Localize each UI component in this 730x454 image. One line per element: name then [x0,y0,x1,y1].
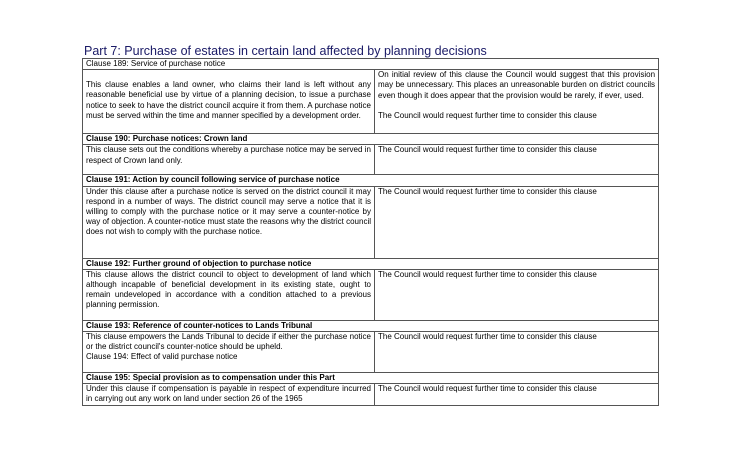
council-response: On initial review of this clause the Council would suggest that this provision may be unnecessary. This places an unreasonable burden on district councils even though it does appear that the provision would be rarely, if ever, used. [378,70,656,100]
clause-heading: Clause 195: Special provision as to compensation under this Part [83,373,659,384]
table-row [83,59,659,70]
council-response: The Council would request further time to consider this clause [378,145,597,155]
council-response-cell [375,384,659,406]
council-response-cell [375,186,659,258]
clause-summary-cell [83,269,375,320]
clause-heading: Clause 192: Further ground of objection to purchase notice [83,258,659,269]
clause-summary: This clause allows the district council to object to development of land which although incapable of beneficial development in its existing state, ought to remain undeveloped in accordance with a condition attached to a previous planning permission. [86,269,371,310]
clause-summary: Clause 194: Effect of valid purchase notice [86,352,238,362]
clause-heading: Clause 190: Purchase notices: Crown land [83,134,659,145]
table-row [83,186,659,258]
council-response: The Council would request further time to consider this clause [378,332,597,342]
clause-heading: Clause 193: Reference of counter-notices to Lands Tribunal [83,320,659,331]
council-response-cell [375,269,659,320]
clause-summary-cell [83,70,375,134]
clause-heading: Clause 191: Action by council following service of purchase notice [83,175,659,186]
clause-summary-cell [83,145,375,175]
council-response-cell [375,332,659,373]
clause-summary-cell [83,186,375,258]
council-response-cell [375,145,659,175]
table-row [83,175,659,186]
clause-summary: This clause empowers the Lands Tribunal to decide if either the purchase notice or the district council's counter-notice should be upheld. [86,332,371,352]
council-response-cell [375,70,659,134]
council-response: The Council would request further time to consider this clause [378,384,597,394]
clause-heading: Clause 189: Service of purchase notice [83,59,659,70]
clause-summary: Under this clause if compensation is payable in respect of expenditure incurred in carrying out any work on land under section 26 of the 1965 [86,384,371,404]
clause-summary: This clause enables a land owner, who claims their land is left without any reasonable beneficial use by virtue of a planning decision, to issue a purchase notice to seek to have the district council acquire it from them. A purchase notice must be served within the time and manner specified by a development order. [86,80,371,120]
council-response: The Council would request further time to consider this clause [378,186,597,196]
council-response: The Council would request further time to consider this clause [378,269,597,279]
table-row [83,320,659,331]
table-row [83,332,659,373]
page-heading: Part 7: Purchase of estates in certain land affected by planning decisions [84,44,487,58]
table-row [83,134,659,145]
table-row [83,384,659,406]
table-row [83,258,659,269]
table-row [83,145,659,175]
clause-summary: Under this clause after a purchase notice is served on the district council it may respond in a number of ways. The district council may serve a notice that it is willing to comply with the purchase notice or it may serve a counter-notice by way of objection. A counter-notice must state the reasons why the district council does not wish to comply with the purchase notice. [86,186,371,237]
table-row [83,70,659,134]
clause-summary-cell [83,332,375,373]
council-response: The Council would request further time to consider this clause [378,110,597,120]
table-row [83,373,659,384]
clause-summary-cell [83,384,375,406]
clause-summary: This clause sets out the conditions whereby a purchase notice may be served in respect of Crown land only. [86,145,371,165]
clauses-table [82,58,659,406]
table-row [83,269,659,320]
